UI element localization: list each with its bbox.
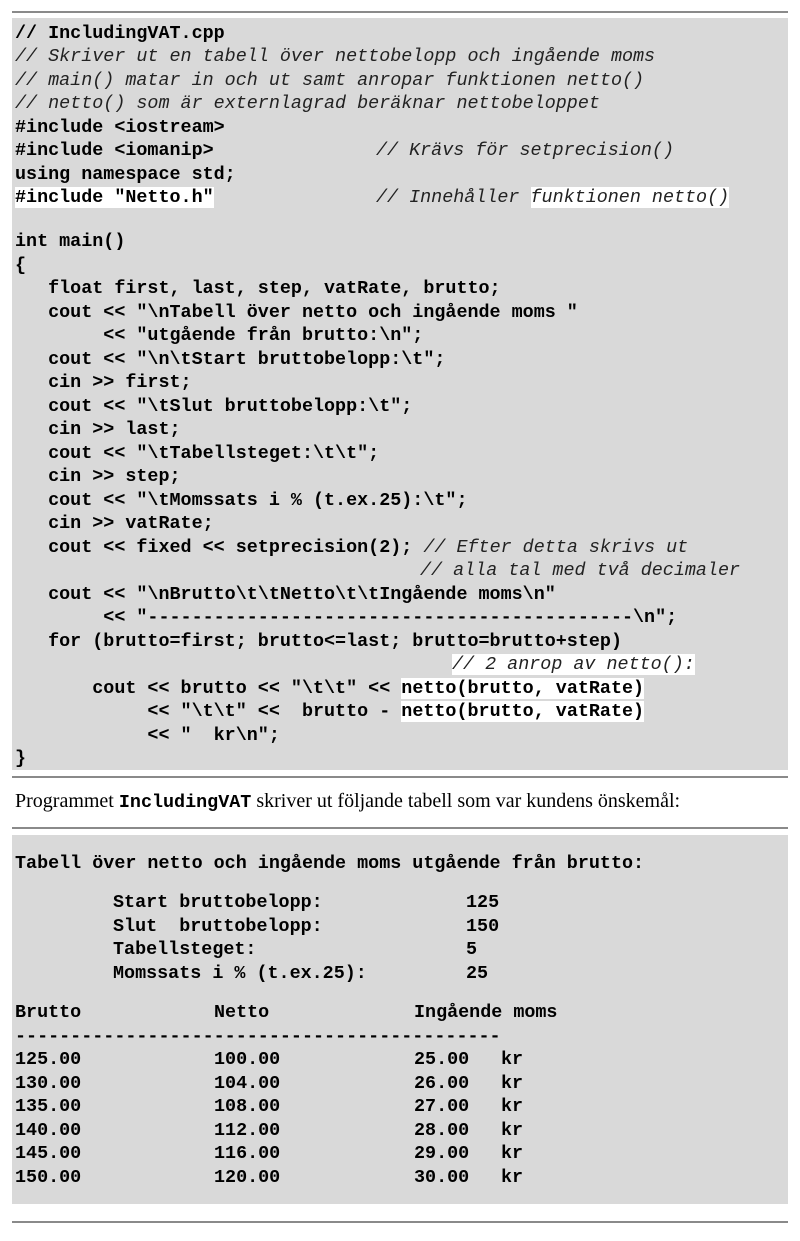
code-using: using namespace std; xyxy=(15,164,236,185)
program-name: IncludingVAT xyxy=(118,792,252,813)
input-value: 5 xyxy=(466,939,478,960)
code-statement: cin >> step; xyxy=(15,466,181,487)
cell-unit: kr xyxy=(501,1143,524,1164)
cell-moms: 29.00 xyxy=(414,1143,470,1164)
cell-brutto: 140.00 xyxy=(15,1120,82,1141)
code-statement: for (brutto=first; brutto<=last; brutto=brutto+step) xyxy=(15,631,622,652)
input-value: 125 xyxy=(466,892,500,913)
code-highlight: netto(brutto, vatRate) xyxy=(401,678,645,699)
cell-moms: 28.00 xyxy=(414,1120,470,1141)
cell-moms: 25.00 xyxy=(414,1049,470,1070)
code-file-comment: // IncludingVAT.cpp xyxy=(15,23,225,44)
column-header: Brutto xyxy=(15,1002,82,1023)
code-statement: cin >> vatRate; xyxy=(15,513,214,534)
cell-netto: 108.00 xyxy=(214,1096,281,1117)
code-inline-comment: // alla tal med två decimaler xyxy=(420,560,741,581)
cell-moms: 30.00 xyxy=(414,1167,470,1188)
cell-brutto: 145.00 xyxy=(15,1143,82,1164)
separator-line: -------------------------------------------- xyxy=(15,1026,501,1047)
code-brace: } xyxy=(15,748,27,769)
cell-brutto: 130.00 xyxy=(15,1073,82,1094)
code-statement xyxy=(15,700,644,723)
code-include: #include <iostream> xyxy=(15,117,225,138)
code-highlight: funktionen netto() xyxy=(530,187,730,208)
cell-netto: 100.00 xyxy=(214,1049,281,1070)
code-highlight: // 2 anrop av netto(): xyxy=(452,654,695,675)
code-comment: // main() matar in och ut samt anropar funktionen netto() xyxy=(15,70,645,91)
cell-netto: 120.00 xyxy=(214,1167,281,1188)
code-text: cout << brutto << "\t\t" << xyxy=(15,678,402,699)
code-statement: cout << "\tSlut bruttobelopp:\t"; xyxy=(15,396,413,417)
body-paragraph xyxy=(15,788,680,816)
cell-unit: kr xyxy=(501,1049,524,1070)
cell-unit: kr xyxy=(501,1167,524,1188)
code-inline-comment: // Krävs för setprecision() xyxy=(376,140,674,161)
bottom-rule xyxy=(12,1221,788,1223)
cell-moms: 27.00 xyxy=(414,1096,470,1117)
code-inline-comment xyxy=(376,186,729,209)
input-label: Tabellsteget: xyxy=(113,939,257,960)
cell-unit: kr xyxy=(501,1096,524,1117)
input-label: Momssats i % (t.ex.25): xyxy=(113,963,367,984)
cell-unit: kr xyxy=(501,1073,524,1094)
cell-brutto: 135.00 xyxy=(15,1096,82,1117)
column-header: Netto xyxy=(214,1002,270,1023)
cell-brutto: 150.00 xyxy=(15,1167,82,1188)
input-label: Slut bruttobelopp: xyxy=(113,916,323,937)
code-text: cout << fixed << setprecision(2); xyxy=(15,537,413,558)
code-include: #include <iomanip> xyxy=(15,140,214,161)
cell-netto: 104.00 xyxy=(214,1073,281,1094)
cell-netto: 112.00 xyxy=(214,1120,281,1141)
code-comment: // netto() som är externlagrad beräknar nettobeloppet xyxy=(15,93,600,114)
output-heading: Tabell över netto och ingående moms utgående från brutto: xyxy=(15,853,645,874)
code-statement: cin >> last; xyxy=(15,419,181,440)
input-value: 25 xyxy=(466,963,489,984)
code-highlight: #include "Netto.h" xyxy=(15,187,214,208)
code-statement: << "--------------------------------------------\n"; xyxy=(15,607,678,628)
input-value: 150 xyxy=(466,916,500,937)
code-include xyxy=(15,186,214,209)
code-statement: cin >> first; xyxy=(15,372,192,393)
code-inline-comment: // Efter detta skrivs ut xyxy=(412,537,689,558)
code-statement: << " kr\n"; xyxy=(15,725,280,746)
code-statement: cout << "\n\tStart bruttobelopp:\t"; xyxy=(15,349,446,370)
code-highlight: netto(brutto, vatRate) xyxy=(401,701,645,722)
input-label: Start bruttobelopp: xyxy=(113,892,323,913)
rule xyxy=(12,776,788,778)
code-brace: { xyxy=(15,255,27,276)
code-statement: << "utgående från brutto:\n"; xyxy=(15,325,424,346)
code-text: << "\t\t" << brutto - xyxy=(15,701,402,722)
code-statement: cout << "\tTabellsteget:\t\t"; xyxy=(15,443,380,464)
rule xyxy=(12,827,788,829)
code-comment: // Skriver ut en tabell över nettobelopp och ingående moms xyxy=(15,46,656,67)
code-statement: cout << "\tMomssats i % (t.ex.25):\t"; xyxy=(15,490,468,511)
code-comment-text: // Innehåller xyxy=(376,187,531,208)
paragraph-text: Programmet xyxy=(15,790,119,812)
code-statement: float first, last, step, vatRate, brutto; xyxy=(15,278,501,299)
cell-unit: kr xyxy=(501,1120,524,1141)
column-header: Ingående moms xyxy=(414,1002,558,1023)
code-statement: cout << "\nBrutto\t\tNetto\t\tIngående moms\n" xyxy=(15,584,556,605)
code-inline-comment xyxy=(452,653,695,676)
code-main-signature: int main() xyxy=(15,231,126,252)
code-statement xyxy=(15,677,644,700)
code-statement xyxy=(15,536,688,559)
top-rule xyxy=(12,11,788,13)
paragraph-text: skriver ut följande tabell som var kundens önskemål: xyxy=(251,790,681,812)
cell-brutto: 125.00 xyxy=(15,1049,82,1070)
cell-netto: 116.00 xyxy=(214,1143,281,1164)
code-statement: cout << "\nTabell över netto och ingående moms " xyxy=(15,302,578,323)
cell-moms: 26.00 xyxy=(414,1073,470,1094)
